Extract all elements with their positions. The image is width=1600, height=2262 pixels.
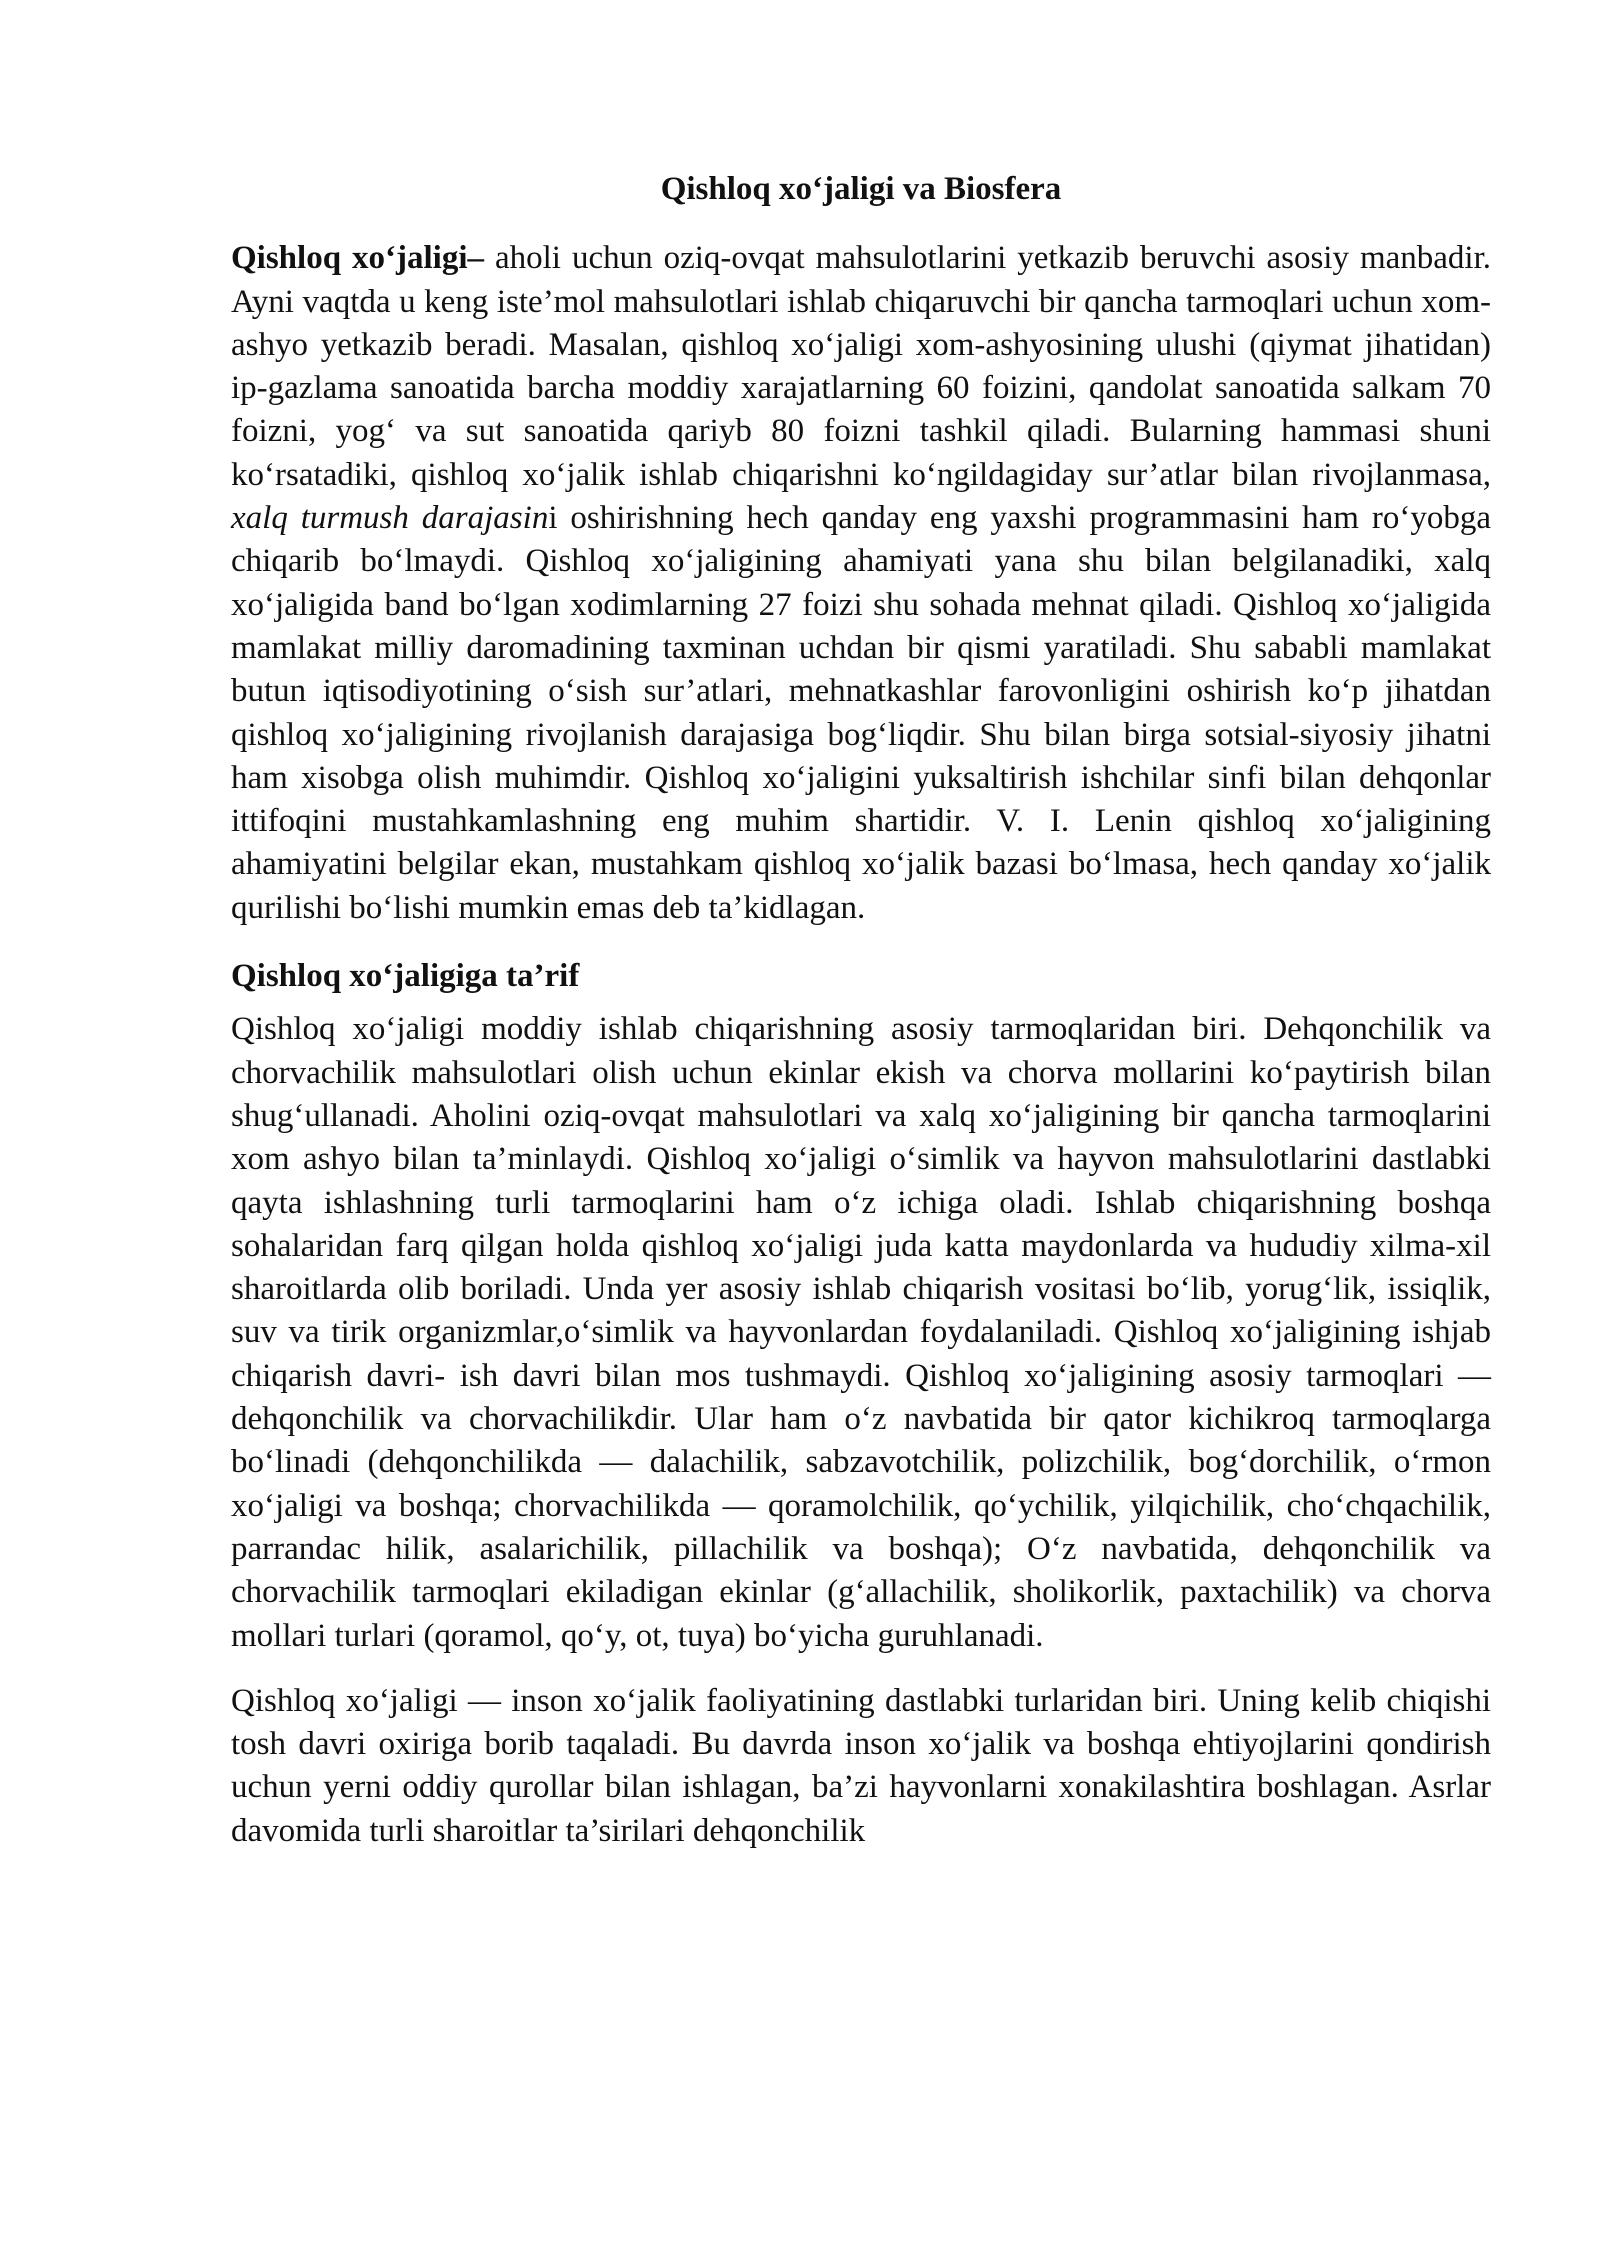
- document-title: Qishloq xo‘jaligi va Biosfera: [660, 171, 1062, 207]
- intro-paragraph: [231, 237, 1491, 930]
- intro-text-part-1: aholi uchun oziq-ovqat mahsulotlarini yetkazib beruvchi asosiy manbadir. Ayni vaqtda u keng iste’mol mahsulotlari ishlab chiqaruvchi bir qancha tarmoqlari uchun xom-ashyo yetkazib beradi. Masalan, qishloq xo‘jaligi xom-ashyosining ulushi (qiymat jihatidan) ip-gazlama sanoatida barcha moddiy xarajatlarning 60 foizini, qandolat sanoatida salkam 70 foizni, yog‘ va sut sanoatida qariyb 80 foizni tashkil qiladi. Bularning hammasi shuni ko‘rsatadiki, qishloq xo‘jalik ishlab chiqarishni ko‘ngildagiday sur’atlar bilan rivojlanmasa,: [231, 240, 1491, 493]
- definition-paragraph: Qishloq xo‘jaligi moddiy ishlab chiqarishning asosiy tarmoqlaridan biri. Dehqonchilik va chorvachilik mahsulotlari olish uchun ekinlar ekish va chorva mollarini ko‘paytirish bilan shug‘ullanadi. Aholini oziq-ovqat mahsulotlari va xalq xo‘jaligining bir qancha tarmoqlarini xom ashyo bilan ta’minlaydi. Qishloq xo‘jaligi o‘simlik va hayvon mahsulotlarini dastlabki qayta ishlashning turli tarmoqlarini ham o‘z ichiga oladi. Ishlab chiqarishning boshqa sohalaridan farq qilgan holda qishloq xo‘jaligi juda katta maydonlarda va hududiy xilma-xil sharoitlarda olib boriladi. Unda yer asosiy ishlab chiqarish vositasi bo‘lib, yorug‘lik, issiqlik, suv va tirik organizmlar,o‘simlik va hayvonlardan foydalaniladi. Qishloq xo‘jaligining ishjab chiqarish davri- ish davri bilan mos tushmaydi. Qishloq xo‘jaligining asosiy tarmoqlari — dehqonchilik va chorvachilikdir. Ular ham o‘z navbatida bir qator kichikroq tarmoqlarga bo‘linadi (dehqonchilikda — dalachilik, sabzavotchilik, polizchilik, bog‘dorchilik, o‘rmon xo‘jaligi va boshqa; chorvachilikda — qoramolchilik, qo‘ychilik, yilqichilik, cho‘chqachilik, parrandac hilik, asalarichilik, pillachilik va boshqa); O‘z navbatida, dehqonchilik va chorvachilik tarmoqlari ekiladigan ekinlar (g‘allachilik, sholikorlik, paxtachilik) va chorva mollari turlari (qoramol, qo‘y, ot, tuya) bo‘yicha guruhlanadi.: [231, 1011, 1491, 1654]
- intro-italic-phrase: xalq turmush darajasin: [231, 500, 549, 537]
- history-paragraph: Qishloq xo‘jaligi — inson xo‘jalik faoliyatining dastlabki turlaridan biri. Uning kelib chiqishi tosh davri oxiriga borib taqaladi. Bu davrda inson xo‘jalik va boshqa ehtiyojlarini qondirish uchun yerni oddiy qurollar bilan ishlagan, ba’zi hayvonlarni xonakilashtira boshlagan. Asrlar davomida turli sharoitlar ta’sirilari dehqonchilik: [231, 1682, 1491, 1849]
- intro-lead-term: Qishloq xo‘jaligi–: [231, 240, 485, 277]
- section-heading-definition: Qishloq xo‘jaligiga ta’rif: [231, 958, 580, 995]
- intro-text-part-2: i oshirishning hech qanday eng yaxshi programmasini ham ro‘yobga chiqarib bo‘lmaydi. Qishloq xo‘jaligining ahamiyati yana shu bilan belgilanadiki, xalq xo‘jaligida band bo‘lgan xodimlarning 27 foizi shu sohada mehnat qiladi. Qishloq xo‘jaligida mamlakat milliy daromadining taxminan uchdan bir qismi yaratiladi. Shu sababli mamlakat butun iqtisodiyotining o‘sish sur’atlari, mehnatkashlar farovonligini oshirish ko‘p jihatdan qishloq xo‘jaligining rivojlanish darajasiga bog‘liqdir. Shu bilan birga sotsial-siyosiy jihatni ham xisobga olish muhimdir. Qishloq xo‘jaligini yuksaltirish ishchilar sinfi bilan dehqonlar ittifoqini mustahkamlashning eng muhim shartidir. V. I. Lenin qishloq xo‘jaligining ahamiyatini belgilar ekan, mustahkam qishloq xo‘jalik bazasi bo‘lmasa, hech qanday xo‘jalik qurilishi bo‘lishi mumkin emas deb ta’kidlagan.: [231, 500, 1491, 926]
- history-paragraph-clip: [231, 1680, 1491, 1854]
- document-page: [231, 168, 1491, 1854]
